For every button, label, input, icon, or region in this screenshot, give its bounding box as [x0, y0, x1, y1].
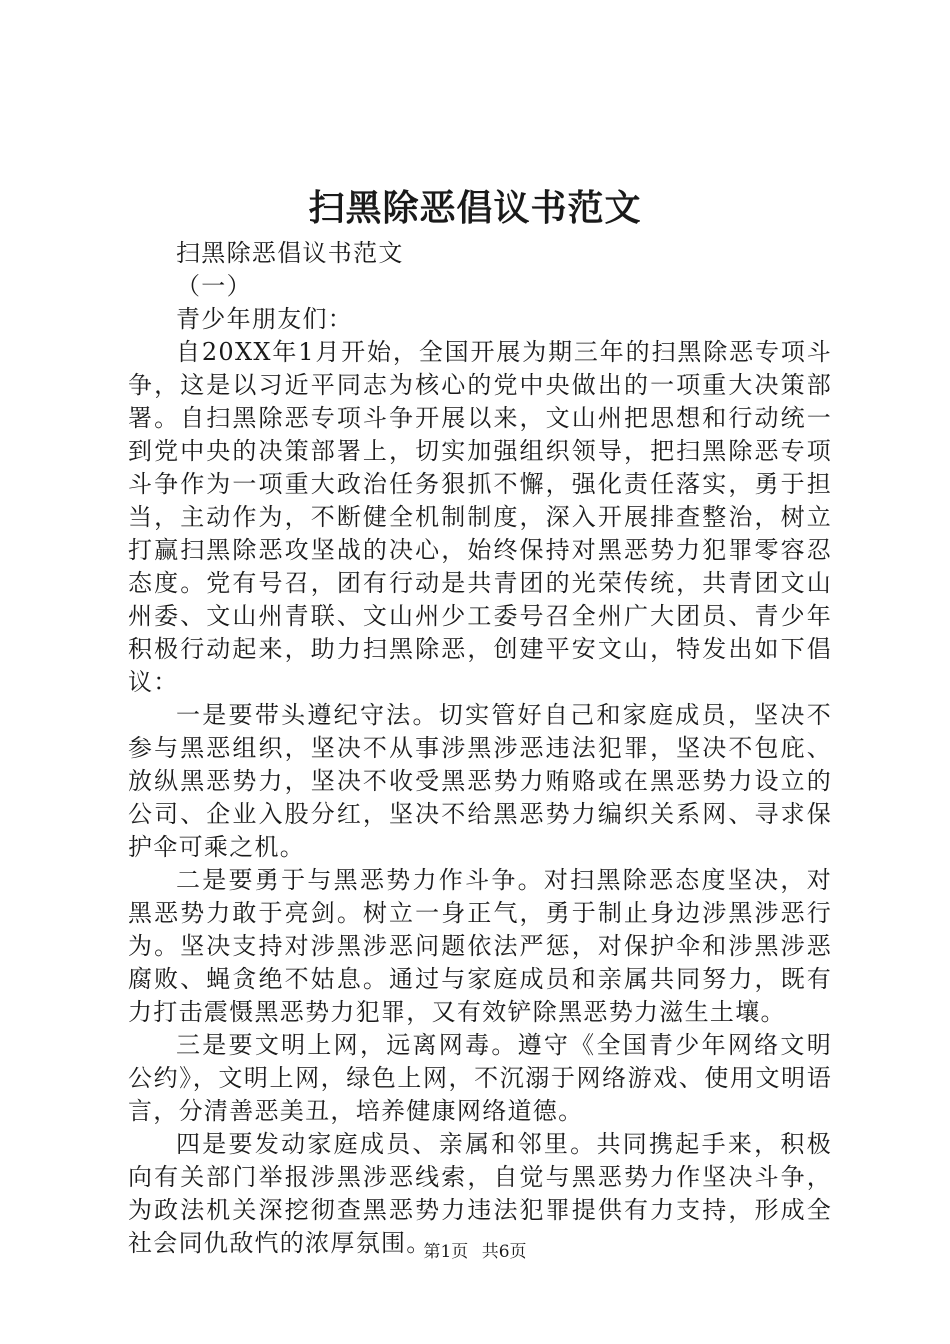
body-paragraph: 三是要文明上网，远离网毒。遵守《全国青少年网络文明公约》，文明上网，绿色上网，不沉溺于网络游戏、使用文明语言，分清善恶美丑，培养健康网络道德。 [128, 1031, 832, 1125]
document-body [128, 237, 832, 1260]
body-paragraph: 一是要带头遵纪守法。切实管好自己和家庭成员，坚决不参与黑恶组织，坚决不从事涉黑涉恶违法犯罪，坚决不包庇、放纵黑恶势力，坚决不收受黑恶势力贿赂或在黑恶势力设立的公司、企业入股分红，坚决不给黑恶势力编织关系网、寻求保护伞可乘之机。 [128, 701, 832, 861]
page-footer [0, 1240, 950, 1264]
body-paragraph: 二是要勇于与黑恶势力作斗争。对扫黑除恶态度坚决，对黑恶势力敢于亮剑。树立一身正气，勇于制止身边涉黑涉恶行为。坚决支持对涉黑涉恶问题依法严惩，对保护伞和涉黑涉恶腐败、蝇贪绝不姑息。通过与家庭成员和亲属共同努力，既有力打击震慑黑恶势力犯罪，又有效铲除黑恶势力滋生土壤。 [128, 866, 832, 1026]
subtitle-paragraph: 扫黑除恶倡议书范文 [176, 239, 404, 267]
document-title: 扫黑除恶倡议书范文 [308, 188, 642, 229]
salutation: 青少年朋友们： [176, 305, 354, 333]
section-number: （一） [176, 272, 252, 300]
page-number: 第1页 [423, 1242, 469, 1262]
body-paragraph: 四是要发动家庭成员、亲属和邻里。共同携起手来，积极向有关部门举报涉黑涉恶线索，自觉与黑恶势力作坚决斗争，为政法机关深挖彻查黑恶势力违法犯罪提供有力支持，形成全社会同仇敌忾的浓厚氛围。 [128, 1130, 832, 1257]
body-paragraph: 自20XX年1月开始，全国开展为期三年的扫黑除恶专项斗争，这是以习近平同志为核心的党中央做出的一项重大决策部署。自扫黑除恶专项斗争开展以来，文山州把思想和行动统一到党中央的决策部署上，切实加强组织领导，把扫黑除恶专项斗争作为一项重大政治任务狠抓不懈，强化责任落实，勇于担当，主动作为，不断健全机制制度，深入开展排查整治，树立打赢扫黑除恶攻坚战的决心，始终保持对黑恶势力犯罪零容忍态度。党有号召，团有行动是共青团的光荣传统，共青团文山州委、文山州青联、文山州少工委号召全州广大团员、青少年积极行动起来，助力扫黑除恶，创建平安文山，特发出如下倡议： [128, 338, 832, 696]
page-total: 共6页 [481, 1242, 527, 1262]
